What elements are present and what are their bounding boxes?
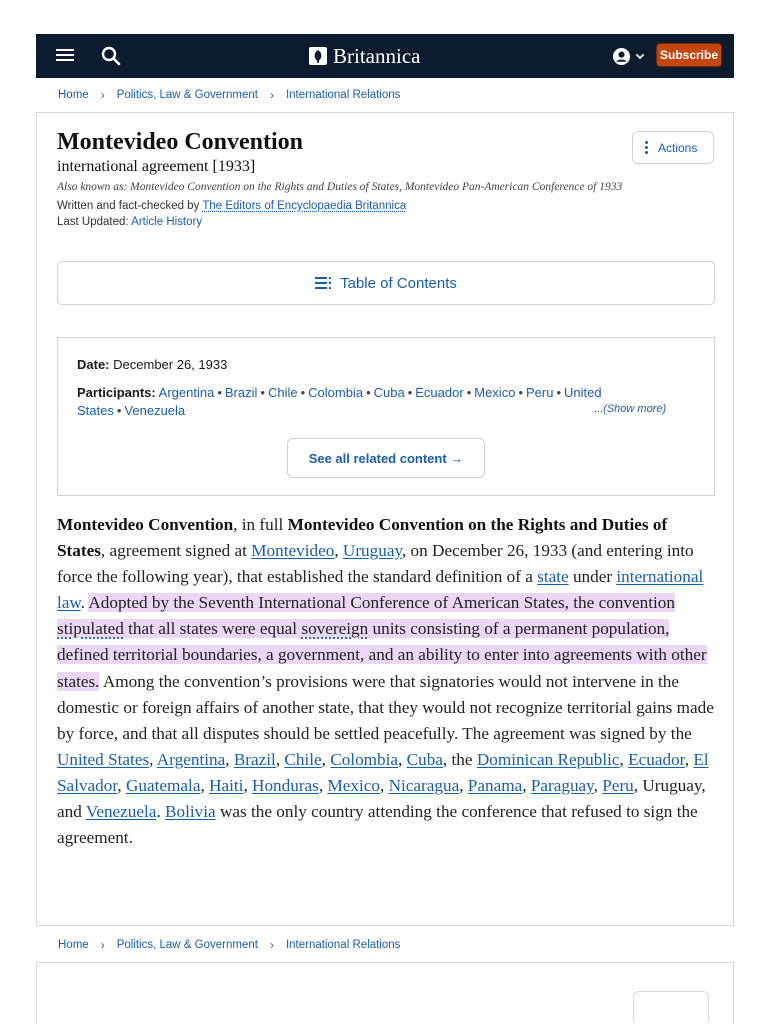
definition-sovereign[interactable]: sovereign (301, 619, 369, 639)
text: under (568, 567, 617, 587)
link-chile[interactable]: Chile (284, 749, 322, 769)
text: , (117, 775, 127, 795)
britannica-logo[interactable] (308, 44, 420, 68)
page-title: Montevideo Convention (57, 129, 303, 155)
link-panama[interactable]: Panama (467, 775, 523, 795)
link-cuba[interactable]: Cuba (406, 749, 443, 769)
text: , the (442, 749, 477, 769)
kebab-icon (645, 139, 648, 156)
participant-link[interactable]: Chile (267, 385, 298, 400)
text: , (684, 749, 694, 769)
text: . (80, 593, 89, 613)
logo-text: Britannica (333, 43, 421, 68)
bullet: • (217, 385, 222, 400)
byline-prefix: Written and fact-checked by (57, 200, 200, 212)
show-more-label: (Show more) (603, 403, 667, 415)
bullet: • (556, 385, 562, 400)
participant-link[interactable]: Ecuador (415, 385, 464, 400)
text: , (398, 749, 407, 769)
editors-link[interactable]: The Editors of Encyclopaedia Britannica (202, 200, 407, 212)
date-label: Date: (77, 357, 110, 372)
text: Among the convention’s provisions were that signatories would not intervene in the domestic or foreign affairs of another state, that they would not recognize territorial gains made by force, and that all disputes should be settled peacefully. The agreement was signed by the (57, 671, 714, 743)
britannica-thistle-icon (308, 46, 328, 66)
bullet: • (466, 385, 472, 400)
text: , (379, 775, 389, 795)
text: , (522, 775, 531, 795)
link-uruguay[interactable]: Uruguay (342, 541, 402, 561)
last-updated (57, 216, 202, 228)
date-value: December 26, 1933 (113, 357, 228, 372)
link-el-salvador[interactable]: El Salvador (57, 749, 709, 795)
breadcrumb-chevron-icon: › (269, 938, 274, 952)
breadcrumb-home[interactable]: Home (58, 89, 89, 101)
text: , (149, 749, 157, 769)
bold-term: Montevideo Convention on the Rights and Duties of States (57, 515, 668, 561)
link-bolivia[interactable]: Bolivia (165, 802, 216, 822)
link-peru[interactable]: Peru (602, 775, 634, 795)
text: , on December 26, 1933 (and entering into force the following year), that established the standard definition of a (57, 541, 694, 587)
next-article-card (36, 962, 734, 1024)
link-nicaragua[interactable]: Nicaragua (388, 775, 460, 795)
article-card (36, 112, 734, 926)
ellipsis: ... (594, 403, 604, 415)
participant-link[interactable]: Mexico (474, 385, 516, 400)
account-icon (612, 47, 631, 66)
text: , (243, 775, 253, 795)
text: units consisting of a permanent population, defined territorial boundaries, a government, and an ability to enter into agreements with other states. (57, 619, 707, 691)
subscribe-button[interactable]: Subscribe (656, 43, 722, 67)
text: was the only country attending the conference that refused to sign the agreement. (57, 802, 698, 848)
text: . (156, 802, 166, 822)
toc-label: Table of Contents (340, 274, 457, 292)
link-paraguay[interactable]: Paraguay (530, 775, 594, 795)
bullet: • (260, 385, 265, 400)
bullet: • (366, 385, 371, 400)
link-dominican-republic[interactable]: Dominican Republic (476, 749, 620, 769)
account-menu-button[interactable] (612, 46, 646, 66)
text: , (275, 749, 285, 769)
participant-link[interactable]: Colombia (308, 385, 364, 400)
breadcrumb-international-relations[interactable]: International Relations (285, 89, 401, 101)
table-of-contents-button[interactable] (57, 261, 715, 305)
breadcrumb-politics[interactable]: Politics, Law & Government (116, 89, 258, 101)
participants-label: Participants: (77, 385, 156, 400)
participant-link[interactable]: Peru (526, 385, 554, 400)
article-subtitle: international agreement [1933] (57, 158, 256, 175)
link-state[interactable]: state (537, 567, 569, 587)
link-venezuela[interactable]: Venezuela (85, 802, 157, 822)
participant-link[interactable]: Venezuela (124, 403, 186, 418)
text: , (225, 749, 234, 769)
toc-list-icon (315, 276, 334, 290)
participant-link[interactable]: Cuba (373, 385, 405, 400)
link-honduras[interactable]: Honduras (252, 775, 319, 795)
link-brazil[interactable]: Brazil (233, 749, 276, 769)
article-body (57, 512, 717, 851)
text: , (619, 749, 629, 769)
text: , (334, 541, 343, 561)
text: , (459, 775, 468, 795)
text: , (321, 749, 331, 769)
link-united-states[interactable]: United States (57, 749, 150, 769)
participant-link[interactable]: Argentina (158, 385, 215, 400)
text: , in full (233, 515, 288, 534)
text: , (318, 775, 328, 795)
breadcrumb-politics[interactable]: Politics, Law & Government (116, 939, 258, 951)
participant-link[interactable]: Brazil (224, 385, 258, 400)
bold-term: Montevideo Convention (57, 515, 234, 534)
bullet: • (518, 385, 523, 400)
chevron-down-icon (634, 50, 646, 62)
breadcrumb-chevron-icon: › (269, 88, 274, 102)
also-known-as: Also known as: Montevideo Convention on the Rights and Duties of States, Montevideo Pan-American Conference of 1933 (57, 181, 623, 193)
text: Adopted by the Seventh International Conference of American States, the convention (88, 593, 675, 613)
search-icon[interactable] (100, 45, 122, 67)
actions-label: Actions (658, 140, 698, 155)
breadcrumb (36, 78, 734, 112)
updated-prefix: Last Updated: (57, 216, 129, 228)
definition-stipulated[interactable]: stipulated (57, 619, 124, 639)
link-colombia[interactable]: Colombia (330, 749, 399, 769)
next-card-button[interactable] (633, 991, 709, 1024)
bullet: • (300, 385, 306, 400)
breadcrumb-chevron-icon: › (100, 88, 105, 102)
article-history-link[interactable]: Article History (131, 216, 203, 228)
bullet: • (116, 403, 122, 418)
site-header (36, 34, 734, 78)
menu-icon[interactable] (56, 46, 78, 66)
bullet: • (407, 385, 413, 400)
breadcrumb-chevron-icon: › (100, 938, 105, 952)
text: that all states were equal (123, 619, 302, 639)
breadcrumb-footer (36, 928, 734, 962)
participant-link[interactable]: United States (77, 385, 602, 418)
breadcrumb-home[interactable]: Home (58, 939, 89, 951)
see-all-related-button[interactable]: See all related content → (287, 438, 485, 478)
link-argentina[interactable]: Argentina (156, 749, 226, 769)
actions-button[interactable] (632, 131, 714, 164)
text: , Uruguay, and (57, 775, 706, 822)
text: , (200, 775, 210, 795)
link-guatemala[interactable]: Guatemala (126, 775, 201, 795)
link-mexico[interactable]: Mexico (327, 775, 380, 795)
text: , (593, 775, 603, 795)
byline (57, 200, 406, 212)
link-montevideo[interactable]: Montevideo (251, 541, 335, 561)
link-haiti[interactable]: Haiti (209, 775, 244, 795)
fact-date (77, 357, 227, 372)
text: , agreement signed at (100, 541, 252, 561)
show-more-link[interactable] (594, 403, 666, 415)
breadcrumb-international-relations[interactable]: International Relations (285, 939, 401, 951)
link-international-law[interactable]: international law (57, 567, 704, 613)
link-ecuador[interactable]: Ecuador (628, 749, 685, 769)
quick-facts-box (57, 337, 715, 496)
